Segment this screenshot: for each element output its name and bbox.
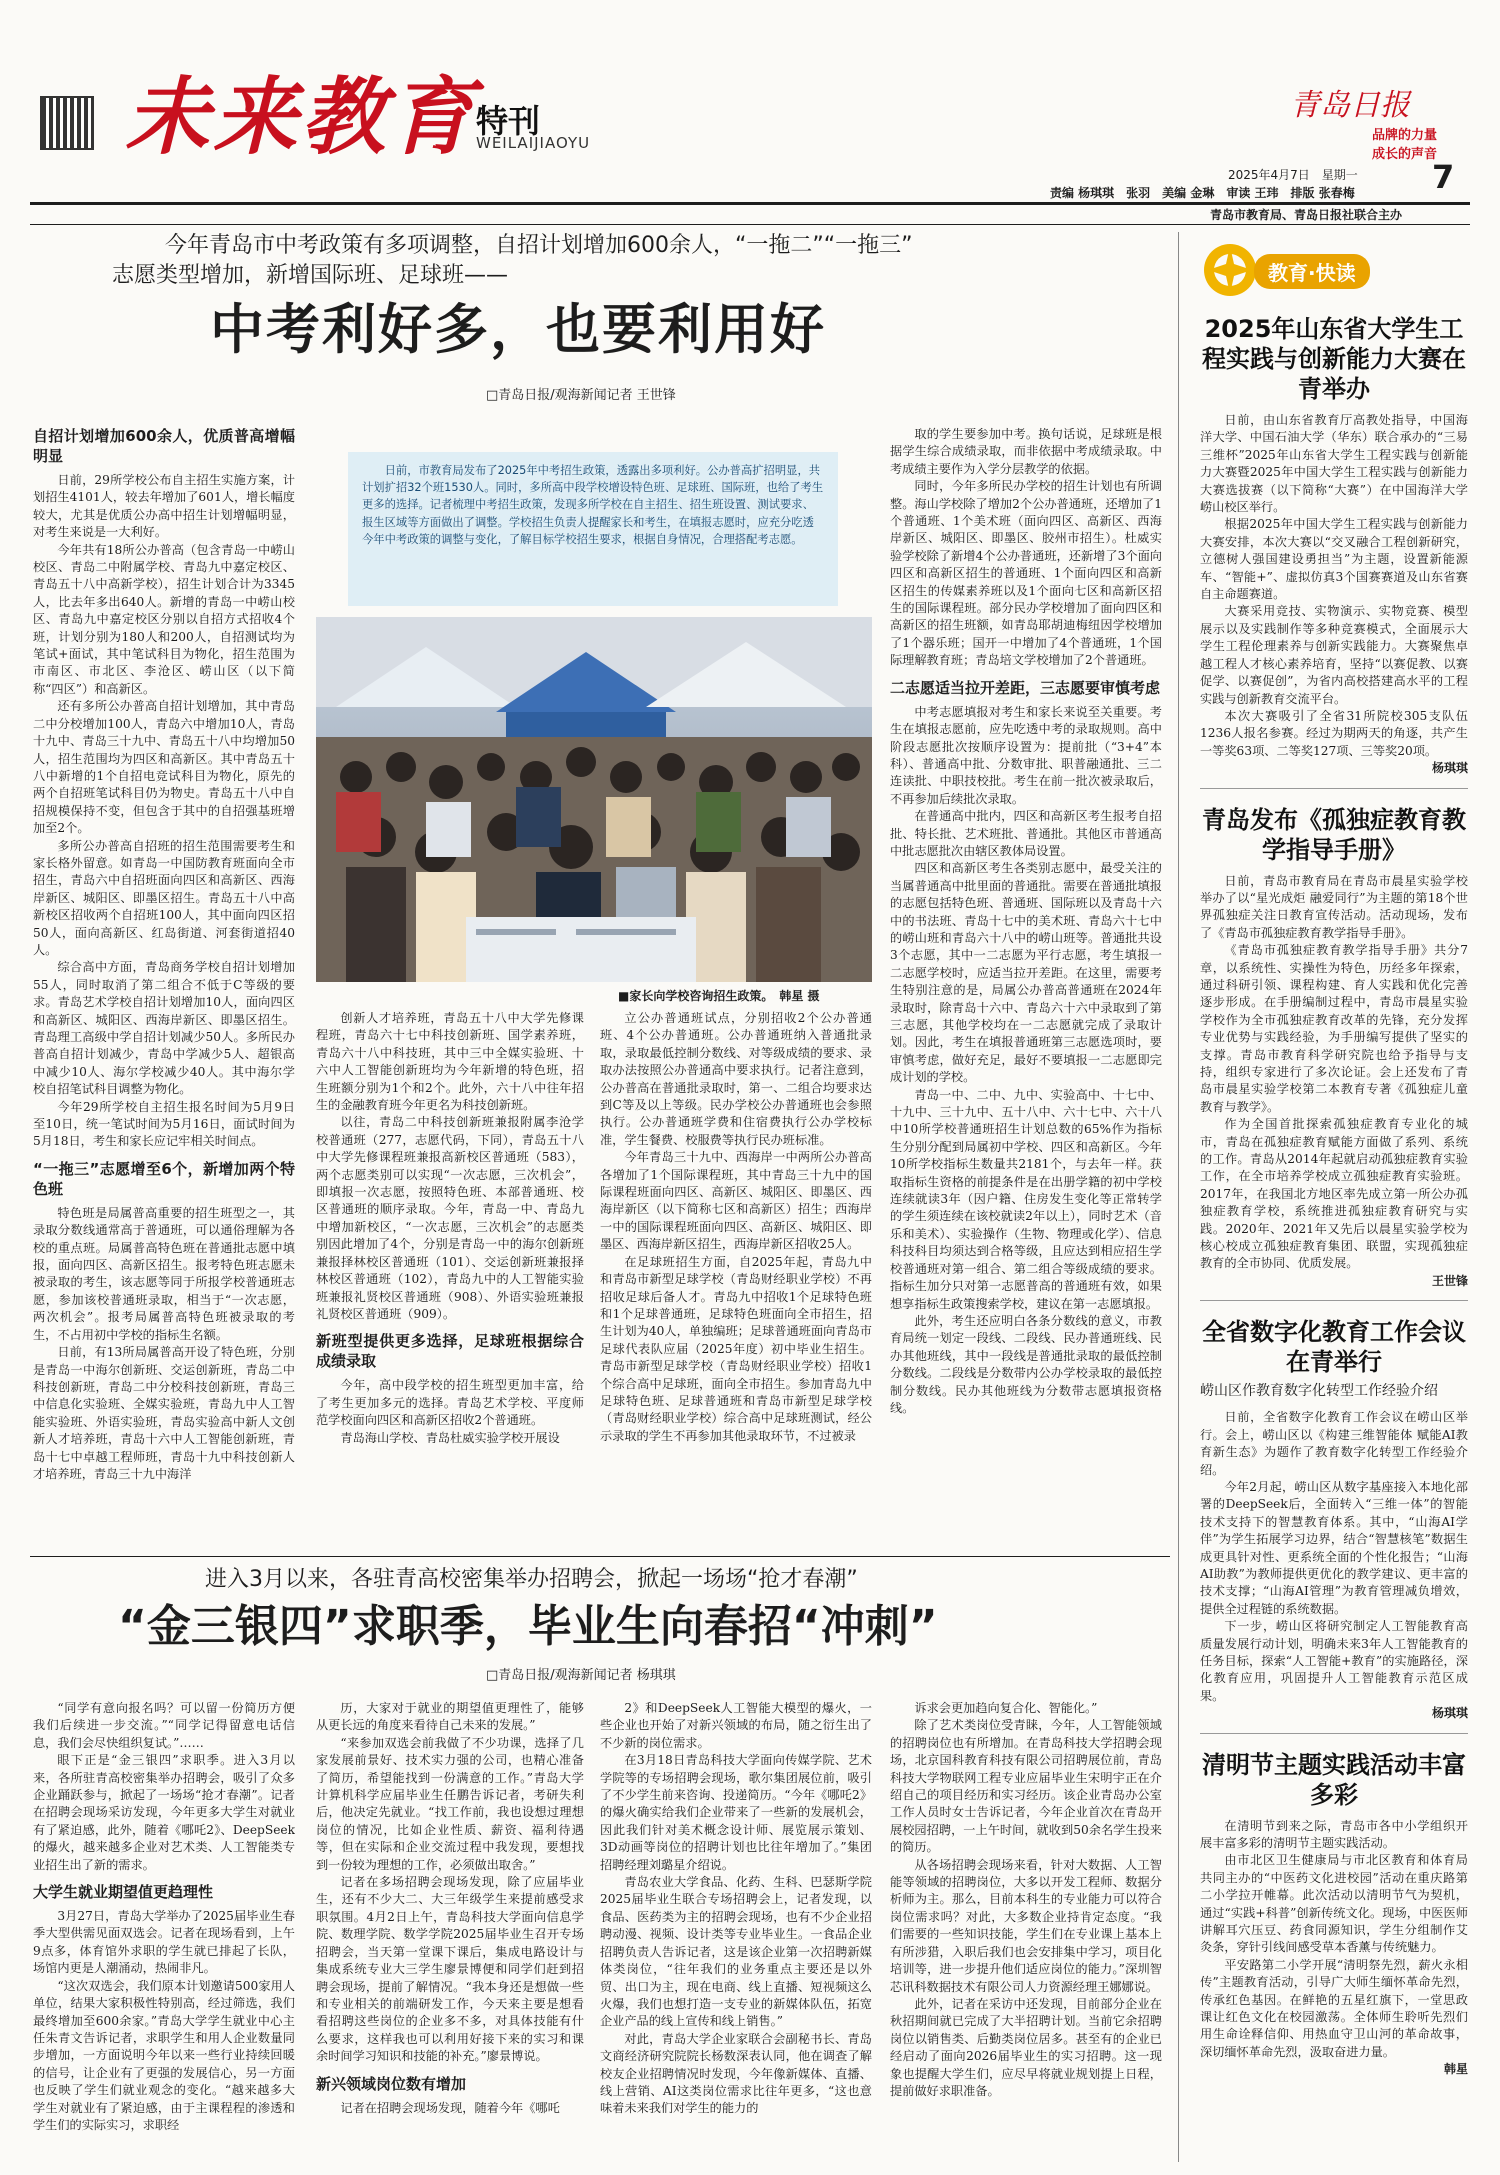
sidebar-story-2-paragraph: 《青岛市孤独症教育教学指导手册》共分7章，以系统性、实操性为特色，历经多年探索，通过科研引领、课程构建、育人实践和优化完善逐步形成。在手册编制过程中，青岛市晨星实验学校作为全市孤独症教育改革的先锋，充分发挥专业优势与实践经验，为手册编写提供了坚实的支撑。青岛市教育科学研究院也给予指导与支持，组织专家进行了多次论证。会上还发布了青岛市晨星实验学校第二本教育专著《孤独症儿童教育与教学》。 — [1200, 943, 1468, 1114]
article2-subhead-1: 大学生就业期望值更趋理性 — [33, 1883, 214, 1902]
article2-paragraph: “这次双选会，我们原本计划邀请500家用人单位，结果大家积极性特别高，经过筛选，我们最终增加至600余家。”青岛大学学生就业中心主任朱青文告诉记者，求职学生和用人企业数量同步增加，一方面说明今年以来一些行业持续回暖的信号，让企业有了更强的发展信心，另一方面也反映了学生们就业观念的变化。“越来越多大学生对就业有了紧迫感，由于主课程程的渗透和学生们的实际实习，求职经 — [33, 1978, 295, 2132]
article1-summary: 日前，市教育局发布了2025年中考招生政策，透露出多项利好。公办普高扩招明显，共计划扩招32个班1530人。同时，多所高中段学校增设特色班、足球班、国际班，也给了考生更多的选择。记者梳理中考招生政策，发现多所学校在自主招生、招生班设置、测试要求、报生区域等方面做出了调整。学校招生负责人提醒家长和考生，在填报志愿时，应充分吃透今年中考政策的调整与变化，了解目标学校招生要求，根据自身情况，合理搭配考志愿。 — [362, 464, 824, 546]
article1-paragraph: 还有多所公办普高自招计划增加，其中青岛二中分校增加100人，青岛六中增加10人，青岛十九中、青岛三十九中、青岛五十八中均增加50人，招生范围均为四区和高新区。其中青岛五十八中新增的1个自招电竞试科目为物化，原先的两个自招班笔试科目仍为物史。青岛五十八中自招规模保持不变，但包含于其中的自招强基班增加至2个。 — [33, 699, 295, 836]
article1-paragraph: 四区和高新区考生各类别志愿中，最受关注的当属普通高中批里面的普通批。需要在普通批填报的志愿包括特色班、普通班、国际班以及青岛十六中的书法班、青岛十七中的美术班、青岛六十七中的崂山班和青岛六十八中的崂山班等。普通批共设3个志愿，其中一二志愿为平行志愿，考生填报一二志愿学校时，应适当拉开差距。在这里，需要考生特别注意的是，局属公办普高普通班在2024年录取时，除青岛十六中、青岛六十六中录取到了第三志愿，其他学校均在一二志愿就完成了录取计划。因此，考生在填报普通班第三志愿选项时，要审慎考虑，做好充足，最好不要填报一二志愿即完成计划的学校。 — [890, 861, 1162, 1085]
sidebar-story-3-paragraph: 今年2月起，崂山区从数字基座接入本地化部署的DeepSeek后，全面转入“三维一体”的智能技术支持下的智慧教育体系。其中，“山海AI学伴”为学生拓展学习边界，结合“智慧核笔”数据生成更具针对性、更系统全面的个性化报告；“山海AI助教”为教师提供更优化的教学建议、更丰富的技术支撑；“山海AI管理”为教育管理减负增效，提供全过程链的系统数据。 — [1200, 1479, 1468, 1616]
section-pinyin: WEILAIJIAOYU — [476, 134, 591, 152]
masthead-rule-2 — [30, 224, 1470, 225]
article2-paragraph: 3月27日，青岛大学举办了2025届毕业生春季大型供需见面双选会。记者在现场看到，上午9点多，体育馆外求职的学生就已排起了长队，场馆内更是人潮涌动，热闹非凡。 — [33, 1909, 295, 1976]
article1-paragraph: 今年青岛三十九中、西海岸一中两所公办普高各增加了1个国际课程班，其中青岛三十九中的国际课程班面向四区、高新区、城阳区、即墨区、西海岸新区（以下简称七区和高新区）招生；西海岸一中的国际课程班面向四区、高新区、城阳区、即墨区、西海岸新区招生，西海岸新区招收25人。 — [600, 1150, 872, 1252]
page-number: 7 — [1432, 158, 1455, 196]
article1-paragraph: 今年共有18所公办普高（包含青岛一中崂山校区、青岛二中附属学校、青岛九中嘉定校区、青岛五十八中高新学校），招生计划合计为3345人，比去年多出640人。新增的青岛一中崂山校区、青岛九中嘉定校区分别以自招方式招收4个班，计划分别为180人和200人，自招测试均为笔试+面试，其中笔试科目为物化，招生范围为市南区、市北区、李沧区、崂山区（以下简称“四区”）和高新区。 — [33, 542, 295, 696]
editor-credits: 责编 杨琪琪 张羽 美编 金琳 审读 王玮 排版 张春梅 — [1050, 186, 1355, 200]
sidebar-story-2-author: 王世锋 — [1431, 1273, 1468, 1288]
article1-paragraph: 同时，今年多所民办学校的招生计划也有所调整。海山学校除了增加2个公办普通班，还增加了1个普通班、1个美术班（面向四区、高新区、西海岸新区、城阳区、即墨区、胶州市招生）。杜威实验学校除了新增4个公办普通班，还新增了3个面向四区和高新区招生的普通班、1个面向四区和高新区招生的传媒素养班以及1个面向七区和高新区招生的国际课程班。部分民办学校增加了面向四区和高新区的招生班额，如青岛耶胡迪梅纽因学校增加了1个器乐班；国开一中增加了4个普通班，1个国际理解教育班；青岛培文学校增加了2个普通班。 — [890, 479, 1162, 668]
article1-col3-body — [600, 1010, 872, 1445]
article1-photo-caption: ■家长向学校咨询招生政策。 韩星 摄 — [618, 989, 820, 1003]
sidebar-story-1-author: 杨琪琪 — [1431, 761, 1468, 776]
sidebar-story-4-paragraph: 在清明节到来之际，青岛市各中小学组织开展丰富多彩的清明节主题实践活动。 — [1200, 1818, 1468, 1850]
sidebar-story-2-body — [1200, 873, 1468, 1273]
article2-paragraph: “同学有意向报名吗？可以留一份简历方便我们后续进一步交流。”“同学记得留意电话信息，我们会尽快组织复试。”…… — [33, 1701, 295, 1750]
article2-paragraph: “来参加双选会前我做了不少功课，选择了几家发展前景好、技术实力强的公司，也精心准备了简历，希望能找到一份满意的工作。”青岛大学计算机科学应届毕业生任鹏告诉记者，考研失利后，他决定先就业。“找工作前，我也设想过理想岗位的情况，比如企业性质、薪资、福利待遇等，但在实际和企业交流过程中我发现，要想找到一份较为理想的工作，必须做出取舍。” — [316, 1735, 584, 1872]
sidebar-story-2-paragraph: 日前，青岛市教育局在青岛市晨星实验学校举办了以“星光成炬 融爱同行”为主题的第18个世界孤独症关注日教育宣传活动。活动现场，发布了《青岛市孤独症教育教学指导手册》。 — [1200, 873, 1468, 940]
sidebar-story-2-paragraph: 作为全国首批探索孤独症教育专业化的城市，青岛在孤独症教育赋能方面做了系列、系统的工作。青岛从2014年起就启动孤独症教育实验工作，在全市培养学校成立孤独症教育实验班。2017年，在我国北方地区率先成立第一所公办孤独症教育学校，系统推进孤独症教育研究与实践。2020年、2021年又先后以晨星实验学校为核心校成立孤独症教育集团、联盟，实现孤独症教育的全市协同、优质发展。 — [1200, 1117, 1468, 1271]
sidebar-story-2-title: 青岛发布《孤独症教育教学指导手册》 — [1202, 805, 1466, 864]
sidebar-column — [1200, 314, 1468, 2164]
article1-byline: □青岛日报/观海新闻记者 王世锋 — [486, 388, 676, 403]
sidebar-story-3-paragraph: 下一步，崂山区将研究制定人工智能教育高质量发展行动计划，明确未来3年人工智能教育的任务目标，探索“人工智能+教育”的实施路径，深化教育应用，巩固提升人工智能教育示范区成果。 — [1200, 1619, 1468, 1703]
article1-paragraph: 在足球班招生方面，自2025年起，青岛九中和青岛市新型足球学校（青岛财经职业学校）不再招收足球后备人才。青岛九中招收1个足球特色班和1个足球普通班，足球特色班面向全市招生，招生计划为40人，单独编班；足球普通班面向青岛市足球代表队应届（2025年度）初中毕业生招生。青岛市新型足球学校（青岛财经职业学校）招收1个综合高中足球班，面向全市招生。参加青岛九中足球特色班、足球普通班和青岛市新型足球学校（青岛财经职业学校）综合高中足球班测试，经公示录取的学生不再参加其他录取环节，不过被录 — [600, 1254, 872, 1443]
article1-headline: 中考利好多，也要利用好 — [210, 298, 826, 361]
sidebar-story-4-title: 清明节主题实践活动丰富多彩 — [1202, 1750, 1466, 1809]
article2-column-2 — [316, 1700, 584, 2165]
special-edition-label: 特刊 — [476, 102, 541, 140]
article1-photo — [316, 617, 872, 982]
article1-col1b-body — [33, 1205, 295, 1484]
article1-paragraph: 在普通高中批内，四区和高新区考生报考自招批、特长批、艺术班批、普通批。其他区市普通高中批志愿批次由辖区教体局设置。 — [890, 809, 1162, 858]
article-divider — [30, 1556, 1170, 1557]
sidebar-story-1-paragraph: 本次大赛吸引了全省31所院校305支队伍1236人报名参赛。经过为期两天的角逐，共产生一等奖63项、二等奖127项、三等奖20项。 — [1200, 708, 1468, 758]
sidebar-story-1-title: 2025年山东省大学生工程实践与创新能力大赛在青举办 — [1202, 315, 1466, 403]
article1-col1-body — [33, 472, 295, 1151]
sidebar-story-4-body — [1200, 1818, 1468, 2062]
article2-paragraph: 对此，青岛大学企业家联合会副秘书长、青岛文商经济研究院院长杨数深表认同，他在调查了解校友企业招聘情况时发现，今年像新媒体、直播、线上营销、AI这类岗位需求比往年更多，“这也意味着未来我们对学生的能力的 — [600, 2031, 872, 2116]
sidebar-story-3-subtitle: 崂山区作教育数字化转型工作经验介绍 — [1200, 1383, 1438, 1400]
article1-paragraph: 多所公办普高自招班的招生范围需要考生和家长格外留意。如青岛一中国防教育班面向全市招生，青岛六中自招班面向四区和高新区、西海岸新区、城阳区、即墨区招生。青岛五十八中高新校区招收两个自招班100人，其中面向四区招50人，面向高新区、红岛街道、河套街道招40人。 — [33, 838, 295, 957]
section-title: 未来教育 — [125, 67, 478, 166]
article2-column-3 — [600, 1700, 872, 2165]
newspaper-logo: 青岛日报 — [1290, 88, 1410, 123]
sidebar-story-4-paragraph: 平安路第二小学开展“清明祭先烈，薪火永相传”主题教育活动，引导广大师生缅怀革命先烈，传承红色基因。在鲜艳的五星红旗下，一堂思政课让红色文化在校园激荡。全体师生聆听先烈们用生命诠释信仰、用热血守卫山河的革命故事，深切缅怀革命先烈，汲取奋进力量。 — [1200, 1957, 1468, 2059]
sidebar-story-1-paragraph: 日前，由山东省教育厅高教处指导，中国海洋大学、中国石油大学（华东）联合承办的“三易三维杯”2025年山东省大学生工程实践与创新能力大赛暨2025年中国大学生工程实践与创新能力大赛选拔赛（以下简称“大赛”）在中国海洋大学崂山校区举行。 — [1200, 413, 1468, 515]
article1-col2b-body — [316, 1377, 584, 1447]
sidebar-story-1-paragraph: 根据2025年中国大学生工程实践与创新能力大赛安排，本次大赛以“交叉融合工程创新研究，立德树人强国建设勇担当”为主题，设置新能源车、“智能+”、虚拟仿真3个国赛赛道及山东省赛自主命题赛道。 — [1200, 517, 1468, 602]
article1-paragraph: 此外，考生还应明白各条分数线的意义，市教育局统一划定一段线、二段线、民办普通班线、民办其他班线，其中一段线是普通批录取的最低控制分数线。二段线是分数带内公办学校录取的最低控制分数线。民办其他班线为分数带志愿填报资格线。 — [890, 1313, 1162, 1415]
article2-col4-body — [890, 1700, 1162, 2100]
sidebar-story-3-body — [1200, 1409, 1468, 1705]
article2-paragraph: 记者在招聘会现场发现，随着今年《哪吒 — [340, 2100, 560, 2115]
article2-col3-body — [600, 1700, 872, 2118]
article2-subhead-2: 新兴领域岗位数有增加 — [316, 2074, 467, 2093]
article2-paragraph: 青岛农业大学食品、化药、生科、巴瑟斯学院2025届毕业生联合专场招聘会上，记者发现，以食品、医药类为主的招聘会现场，也有不少企业招聘动漫、视频、设计类等专业毕业生。一食品企业招聘负责人告诉记者，这是该企业第一次招聘新媒体类岗位，“往年我们的业务重点主要还是以外贸、出口为主，现在电商、线上直播、短视频这么火爆，我们也想打造一支专业的新媒体队伍，拓宽企业产品的线上宣传和线上销售。” — [600, 1875, 872, 2029]
article1-column-1 — [33, 426, 295, 1551]
article2-paragraph: 历，大家对于就业的期望值更理性了，能够从更长远的角度来看待自己未来的发展。” — [316, 1701, 584, 1733]
article1-paragraph: 取的学生要参加中考。换句话说，足球班是根据学生综合成绩录取，而非依据中考成绩录取。中考成绩主要作为入学分层教学的依据。 — [890, 427, 1162, 476]
sidebar-story-3-author: 杨琪琪 — [1431, 1706, 1468, 1721]
publication-date: 2025年4月7日 星期一 — [1228, 168, 1358, 182]
article2-headline: “金三银四”求职季，毕业生向春招“冲刺” — [118, 1601, 938, 1652]
article2-paragraph: 2》和DeepSeek人工智能大模型的爆火，一些企业也开始了对新兴领域的布局，随之衍生出了不少新的岗位需求。 — [600, 1701, 872, 1750]
sidebar-section-label: 教育·快读 — [1254, 254, 1370, 289]
sidebar-story-4-paragraph: 由市北区卫生健康局与市北区教育和体育局共同主办的“中医药文化进校园”活动在重庆路第二小学拉开帷幕。此次活动以清明节气为契机，通过“实践+科普”创新传统文化。现场，中医医师讲解耳穴压豆、药食同源知识，学生分组制作艾灸条，穿针引线间感受草本香薰与传统魅力。 — [1200, 1853, 1468, 1955]
crowd-photo-illustration — [316, 617, 872, 982]
article2-paragraph: 此外，记者在采访中还发现，目前部分企业在秋招期间就已完成了大半招聘计划。当前它余招聘岗位以销售类、后勤类岗位居多。甚至有的企业已经启动了面向2026届毕业生的实习招聘。这一现象也提醒大学生们，应尽早将就业规划提上日程，提前做好求职准备。 — [890, 1996, 1162, 2098]
article1-subhead-4: 二志愿适当拉开差距，三志愿要审慎考虑 — [890, 678, 1161, 697]
article2-col1b-body — [33, 1908, 295, 2134]
article2-paragraph: 记者在多场招聘会现场发现，除了应届毕业生，还有不少大二、大三年级学生来提前感受求职氛围。4月2日上午，青岛科技大学面向信息学院、数理学院、数学学院2025届毕业生召开专场招聘会，当天第一堂课下课后，集成电路设计与集成系统专业大三学生廖景博便和同学们赶到招聘会现场，提前了解情况。“我本身还是想做一些和专业相关的前端研发工作，今天来主要是想看看招聘这些岗位的企业多不多，对具体技能有什么要求，这样我也可以利用好接下来的实习和课余时间学习知识和技能的补充。”廖景博说。 — [316, 1875, 584, 2064]
article1-col4b-body — [890, 704, 1162, 1418]
qr-code — [40, 96, 94, 150]
article1-subhead-3: 新班型提供更多选择，足球班根据综合成绩录取 — [316, 1332, 584, 1371]
article2-column-1 — [33, 1700, 295, 2165]
article2-col2b-body — [316, 2100, 584, 2117]
article1-paragraph: 立公办普通班试点，分别招收2个公办普通班、4个公办普通班。公办普通班纳入普通批录取，录取最低控制分数线、对等级成绩的要求、录取办法按照公办普通高中要求执行。记者注意到，公办普高在普通批录取时，第一、二组合均要求达到C等及以上等级。民办学校公办普通班也会参照执行。公办普通班学费和住宿费执行公办学校标准，学生餐费、校服费等执行民办班标准。 — [600, 1011, 872, 1147]
article1-col4-body — [890, 426, 1162, 670]
sidebar-story-1-body — [1200, 412, 1468, 760]
article1-paragraph: 青岛海山学校、青岛杜威实验学校开展设 — [340, 1430, 560, 1445]
sidebar-divider — [1178, 232, 1179, 2162]
article2-paragraph: 诉求会更加趋向复合化、智能化。” — [914, 1701, 1098, 1715]
article1-summary-box — [348, 452, 838, 606]
article1-subhead-2: “一拖三”志愿增至6个，新增加两个特色班 — [33, 1159, 295, 1198]
slogan-line-2: 成长的声音 — [1372, 147, 1438, 162]
article2-column-4 — [890, 1700, 1162, 2165]
article2-col2-body — [316, 1700, 584, 2066]
article1-column-2 — [316, 1010, 584, 1550]
article1-col2-body — [316, 1010, 584, 1323]
sparkle-icon — [1200, 240, 1260, 300]
article1-column-4 — [890, 426, 1162, 1551]
article2-paragraph: 除了艺术类岗位受青睐，今年，人工智能领域的招聘岗位也有所增加。在青岛科技大学招聘会现场，北京国科教育科技有限公司招聘展位前，青岛科技大学物联网工程专业应届毕业生宋明宇正在介绍自己的项目经历和实习经历。该企业青岛办公室工作人员时女士告诉记者，今年企业首次在青岛开展校园招聘，一上午时间，就收到50余名学生投来的简历。 — [890, 1718, 1162, 1855]
article1-paragraph: 青岛一中、二中、九中、实验高中、十七中、十九中、三十九中、五十八中、六十七中、六十八中10所学校普通班招生计划总数的65%作为指标生分别分配到局属初中学校、四区和高新区。今年10所学校指标生数量共2181个，与去年一样。获取指标生资格的前提条件是在出册学籍的初中学校连续就读3年（因户籍、住房发生变化等正常转学的学生须连续在该校就读2年以上），同时艺术（音乐和美术）、实验操作（生物、物理或化学）、信息科技科目均须达到合格等级，且应达到相应招生学校普通班对第一组合、第二组合等级成绩的要求。指标生加分只对第一志愿普高的普通班有效，如果想享指标生政策搜索学校，建议在第一志愿填报。 — [890, 1087, 1162, 1311]
article2-paragraph: 在3月18日青岛科技大学面向传媒学院、艺术学院等的专场招聘会现场，歌尔集团展位前，吸引了不少学生前来咨询、投递简历。“今年《哪吒2》的爆火确实给我们企业带来了一些新的发展机会，因此我们针对美术概念设计师、展览展示策划、3D动画等岗位的招聘计划也比往年增加了。”集团招聘经理刘璐星介绍说。 — [600, 1753, 872, 1872]
masthead-rule — [30, 202, 1470, 205]
article2-paragraph: 眼下正是“金三银四”求职季。进入3月以来，各所驻青高校密集举办招聘会，吸引了众多企业踊跃参与，掀起了一场场“抢才春潮”。记者在招聘会现场采访发现，今年更多大学生对就业有了紧迫感，此外，随着《哪吒2》、DeepSeek的爆火，越来越多企业对艺术类、人工智能类专业招生出了新的需求。 — [33, 1753, 295, 1872]
article1-kicker: 今年青岛市中考政策有多项调整，自招计划增加600余人，“一拖二”“一拖三” — [165, 233, 913, 258]
article1-paragraph: 综合高中方面，青岛商务学校自招计划增加55人，同时取消了第二组合不低于C等级的要求。青岛艺术学校自招计划增加10人，面向四区和高新区、城阳区、西海岸新区、即墨区招生。青岛理工高级中学自招计划减少50人。多所民办普高自招计划减少，青岛中学减少5人、超银高中减少10人、海尔学校减少40人。其中海尔学校自招笔试科目调整为物化。 — [33, 960, 295, 1097]
article1-paragraph: 日前，有13所局属普高开设了特色班，分别是青岛一中海尔创新班、交运创新班，青岛二中科技创新班，青岛二中分校科技创新班，青岛三中信息化实验班、全媒实验班，青岛九中人工智能实验班、外语实验班，青岛实验高中新人文创新人才培养班，青岛十六中人工智能创新班，青岛十七中卓越工程师班，青岛十九中科技创新人才培养班，青岛三十九中海洋 — [33, 1345, 295, 1481]
sidebar-story-3-paragraph: 日前，全省数字化教育工作会议在崂山区举行。会上，崂山区以《构建三维智能体 赋能AI教育新生态》为题作了教育数字化转型工作经验介绍。 — [1200, 1410, 1468, 1477]
article2-paragraph: 从各场招聘会现场来看，针对大数据、人工智能等领域的招聘岗位，大多以开发工程师、数据分析师为主。那么，目前本科生的专业能力可以符合岗位需求吗？对此，大多数企业持肯定态度。“我们需要的一些知识技能，学生们在专业课上基本上有所涉猎，入职后我们也会安排集中学习，项目化培训等，进一步提升他们适应岗位的能力。”深圳智芯讯科数据技术有限公司人力资源经理王娜娜说。 — [890, 1857, 1162, 1994]
sidebar-story-3-title: 全省数字化教育工作会议在青举行 — [1202, 1318, 1466, 1377]
article1-kicker-2: 志愿类型增加，新增国际班、足球班—— — [112, 263, 509, 288]
article2-byline: □青岛日报/观海新闻记者 杨琪琪 — [486, 1668, 676, 1683]
sidebar-section-header — [1200, 240, 1470, 300]
article1-paragraph: 中考志愿填报对考生和家长来说至关重要。考生在填报志愿前，应先吃透中考的录取规则。高中阶段志愿批次按顺序设置为：提前批（“3+4”本科）、普通高中批、分数审批、职普融通批、三二连读批、中职技校批。考生在前一批次被录取后，不再参加后续批次录取。 — [890, 704, 1162, 806]
article1-paragraph: 今年29所学校自主招生报名时间为5月9日至10日，统一笔试时间为5月16日，面试时间为5月18日，考生和家长应记牢相关时间点。 — [33, 1099, 295, 1149]
slogan-line-1: 品牌的力量 — [1372, 128, 1438, 143]
article2-col1-body — [33, 1700, 295, 1874]
article1-subhead-1: 自招计划增加600余人，优质普高增幅明显 — [33, 427, 295, 465]
article2-kicker: 进入3月以来，各驻青高校密集举办招聘会，掀起一场场“抢才春潮” — [205, 1567, 858, 1592]
sidebar-story-1-paragraph: 大赛采用竞技、实物演示、实物竞赛、模型展示以及实践制作等多种竞赛模式，全面展示大学生工程伦理素养与创新实践能力。大赛聚焦卓越工程人才核心素养培育，坚持“以赛促教、以赛促学、以赛促创”，为省内高校搭建高水平的工程实践与创新教育交流平台。 — [1200, 604, 1468, 706]
article1-paragraph: 创新人才培养班，青岛五十八中大学先修课程班，青岛六十七中科技创新班、国学素养班，青岛六十八中科技班，其中三中全媒实验班、十六中人工智能创新班均为今年新增的特色班，招生班额分别为1个和2个。此外，六十八中往年招生的金融教育班今年更名为科技创新班。 — [316, 1011, 584, 1113]
sponsor-line: 青岛市教育局、青岛日报社联合主办 — [1210, 208, 1403, 222]
article1-paragraph: 以往，青岛二中科技创新班兼报附属李沧学校普通班（277，志愿代码，下同），青岛五十八中大学先修课程班兼报高新校区普通班（583），两个志愿类别可以实现“一次志愿，三次机会”，即填报一次志愿，按照特色班、本部普通班、校区普通班的顺序录取。今年，青岛一中、青岛九中增加新校区，“一次志愿，三次机会”的志愿类别因此增加了4个，分别是青岛一中的海尔创新班兼报择林校区普通班（101）、交运创新班兼报择林校区普通班（102），青岛九中的人工智能实验班兼报礼贤校区普通班（908）、外语实验班兼报礼贤校区普通班（909）。 — [316, 1115, 584, 1321]
article1-paragraph: 今年，高中段学校的招生班型更加丰富，给了考生更加多元的选择。青岛艺术学校、平度师范学校面向四区和高新区招收2个普通班。 — [316, 1378, 584, 1428]
article1-paragraph: 特色班是局属普高重要的招生班型之一，其录取分数线通常高于普通班，可以通俗理解为各校的重点班。局属普高特色班在普通批志愿中填报，面向四区、高新区招生。报考特色班志愿未被录取的考生，该志愿等同于所报学校普通班志愿，参加该校普通班录取，相当于“一次志愿，两次机会”。报考局属普高特色班被录取的考生，不占用初中学校的指标生名额。 — [33, 1205, 295, 1342]
article1-paragraph: 日前，29所学校公布自主招生实施方案，计划招生4101人，较去年增加了601人，增长幅度较大，尤其是优质公办高中招生计划增幅明显，对考生来说是一大利好。 — [33, 473, 295, 540]
article1-column-3 — [600, 1010, 872, 1550]
sidebar-story-4-author: 韩星 — [1443, 2062, 1468, 2077]
